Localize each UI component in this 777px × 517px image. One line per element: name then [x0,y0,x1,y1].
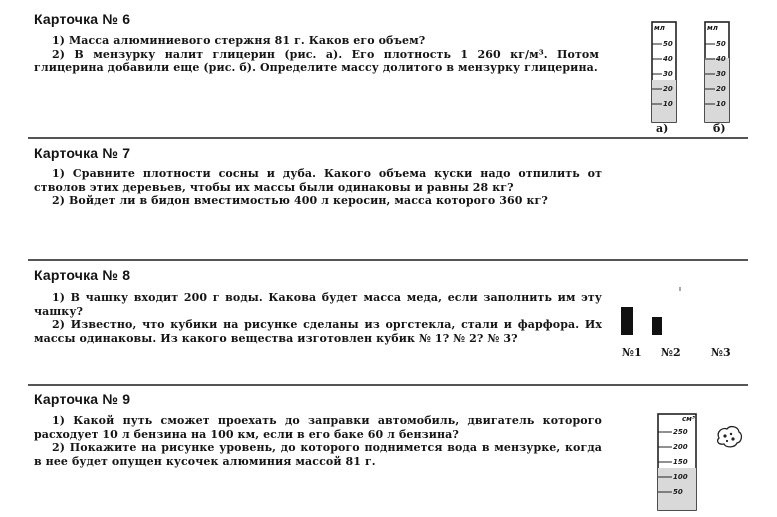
tick-label: 30 [663,70,673,78]
unit-label: мл [654,24,665,32]
cubes-figure [616,285,736,345]
tick-label: 50 [663,40,673,48]
tick-label: 40 [663,55,673,63]
cube-label: №2 [661,346,681,359]
figure-caption: а) [656,122,669,135]
card-text [34,414,602,468]
tick-label: 40 [716,55,726,63]
tick-label: 150 [673,458,688,466]
task-text: 2) Известно, что кубики на рисунке сделаны из оргстекла, стали и фарфора. Их массы одинаковы. Из какого вещества изготовлен кубик № 1? № 2? № 3? [34,318,602,345]
tick-label: 10 [663,100,673,108]
cube-2 [652,317,662,335]
unit-label: мл [707,24,718,32]
tick-label: 50 [716,40,726,48]
task-text: 1) Масса алюминиевого стержня 81 г. Каков его объем? [52,34,426,47]
graduated-cylinder [654,410,702,514]
card-divider [28,137,748,139]
card-title: Карточка № 8 [34,267,131,283]
card-title: Карточка № 6 [34,11,131,27]
cube-label: №1 [622,346,642,359]
card-text [34,291,602,345]
aluminium-piece-icon [714,424,744,450]
unit-label: см³ [682,415,695,423]
tick-label: 250 [673,428,688,436]
task-text: 1) Какой путь сможет проехать до заправки автомобиль, двигатель которого расходует 10 л бензина на 100 км, если в его баке 60 л бензина? [34,414,602,441]
tick-label: 20 [663,85,673,93]
cube-label: №3 [711,346,731,359]
tick-label: 100 [673,473,688,481]
tick-label: 200 [673,443,688,451]
task-text: 2) Покажите на рисунке уровень, до которого поднимется вода в мензурке, когда в нее будет опущен кусочек алюминия массой 81 г. [34,441,602,468]
card-title: Карточка № 7 [34,145,131,161]
card-text [34,34,599,75]
graduated-cylinder-b [701,18,735,123]
task-text: 1) Сравните плотности сосны и дуба. Какого объема куски надо отпилить от стволов этих деревьев, чтобы их массы были одинаковы и равны 28 кг? [34,167,602,194]
tick-label: 30 [716,70,726,78]
task-text: 2) Войдет ли в бидон вместимостью 400 л керосин, масса которого 360 кг? [52,194,548,207]
tick-label: 20 [716,85,726,93]
graduated-cylinder-a [648,18,682,123]
cube-1 [621,307,633,335]
task-text: 2) В мензурку налит глицерин (рис. а). Его плотность 1 260 кг/м³. Потом глицерина добавили еще (рис. б). Определите массу долитого в мензурку глицерина. [34,47,599,74]
card-divider [28,259,748,261]
figure-caption: б) [713,122,726,135]
card-divider [28,384,748,386]
tick-label: 10 [716,100,726,108]
tick-label: 50 [673,488,683,496]
card-title: Карточка № 9 [34,391,131,407]
task-text: 1) В чашку входит 200 г воды. Какова будет масса меда, если заполнить им эту чашку? [34,291,602,318]
card-text [34,167,602,208]
